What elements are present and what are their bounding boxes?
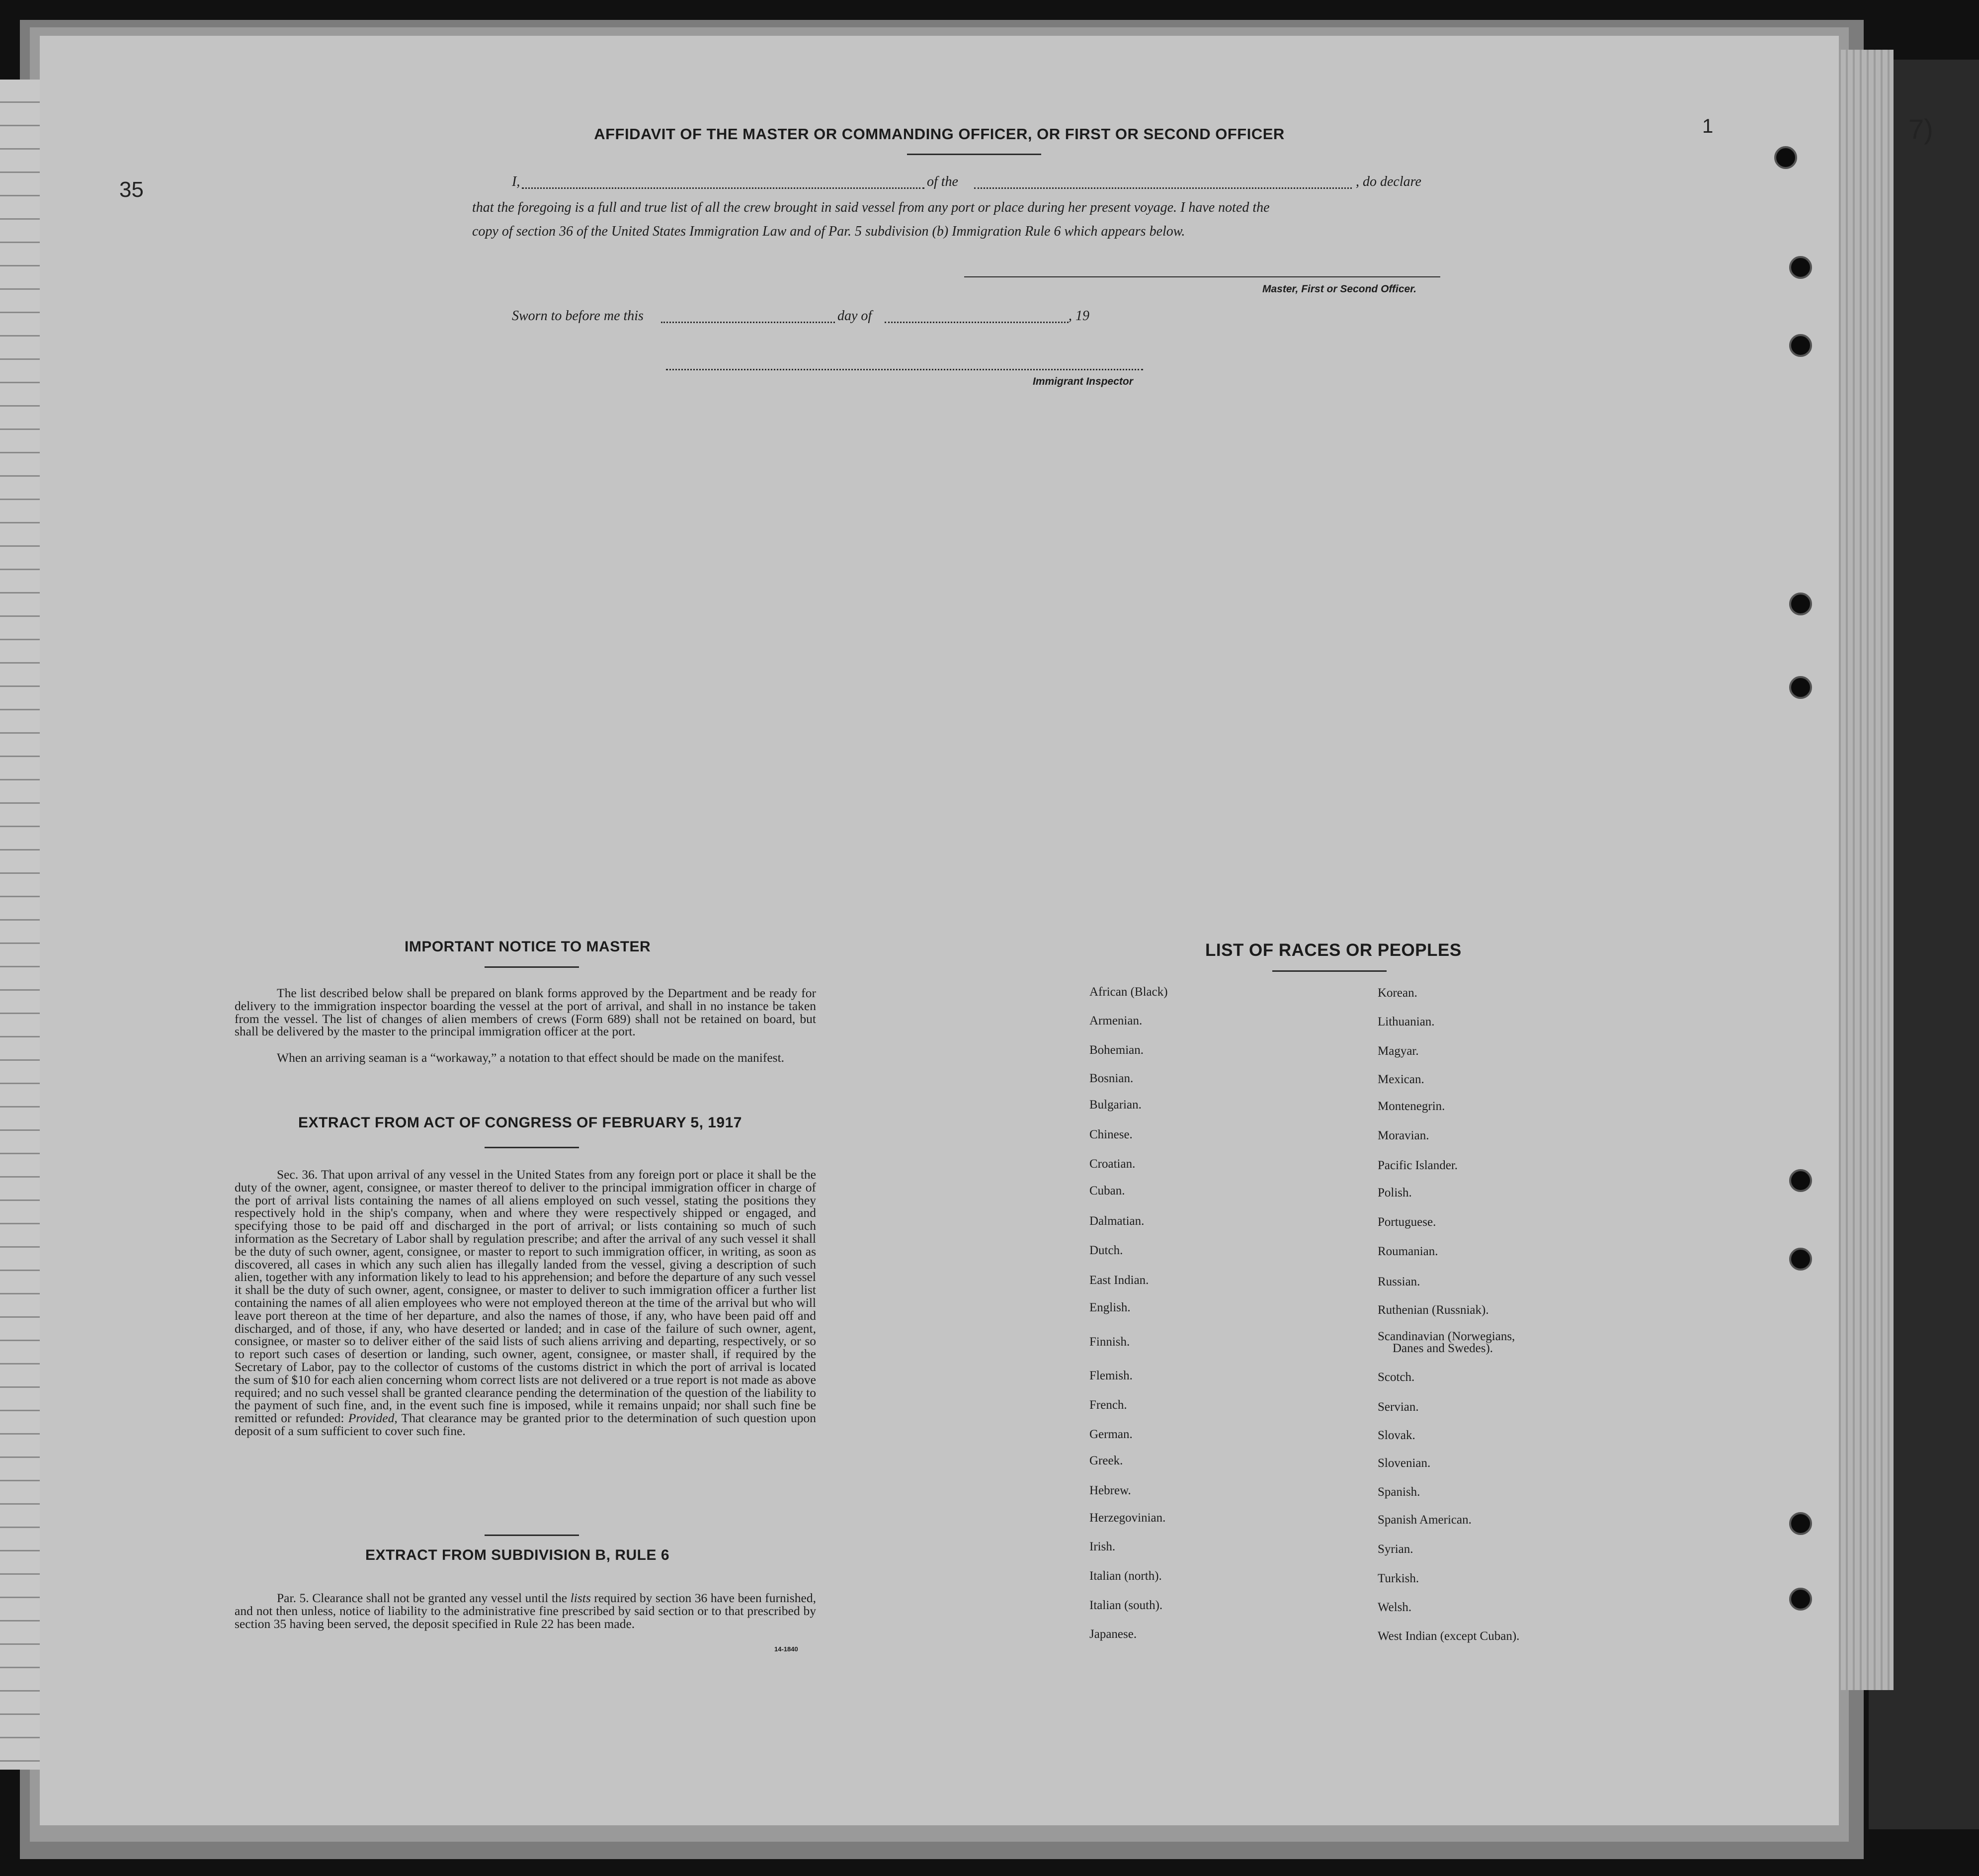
inspector-signature-line xyxy=(666,369,1143,370)
race-item: Chinese. xyxy=(1089,1128,1133,1141)
race-item: French. xyxy=(1089,1398,1127,1412)
act-extract-provided: Provided, xyxy=(348,1411,398,1426)
act-extract-body: Sec. 36. That upon arrival of any vessel in the United States from any foreign port or place it shall be the duty of the owner, agent, consignee, or master thereof to deliver to the principal immigration officer in charge of the port of arrival lists containing the names of all aliens employed on such vessel, stating the positions they respectively hold in the ship's company, when and where they were respectively shipped or engaged, and specifying those to be paid off and discharged in the port of arrival; or lists containing so much of such information as the Secretary of Labor shall by regulation prescribe; and after the arrival of any such vessel it shall be the duty of such owner, agent, consignee, or master to report to such immigration officer, in writing, as soon as discovered, all cases in which any such alien has illegally landed from the vessel, giving a description of such alien, together with any information likely to lead to his apprehension; and before the departure of any such vessel it shall be the duty of such owner, agent, consignee, or master to deliver to such immigration officer a further list containing the names of all alien employees who were not employed thereon at the time of the arrival but who will leave port thereon at the time of her departure, and also the names of those, if any, who have been paid off and discharged, and of those, if any, who have deserted or landed; and in case of the failure of such owner, agent, consignee, or master so to deliver either of the said lists of such aliens arriving and departing, respectively, or so to report such cases of desertion or landing, such owner, agent, consignee, or master shall, if required by the Secretary of Labor, pay to the collector of customs of the customs district in which the port of arrival is located the sum of $10 for each alien concerning whom correct lists are not delivered or a true report is not made as above required; and no such vessel shall be granted clearance pending the determination of the question of the liability to the payment of such fine, and, in the event such fine is imposed, while it remains unpaid; nor shall such fine be remitted or refunded: xyxy=(235,1167,816,1426)
signature-label: Master, First or Second Officer. xyxy=(1262,283,1417,295)
races-title: LIST OF RACES OR PEOPLES xyxy=(1205,940,1462,960)
race-item: Scotch. xyxy=(1378,1370,1415,1384)
punch-hole xyxy=(1789,593,1812,615)
race-item: Greek. xyxy=(1089,1454,1123,1467)
rule-extract-top-rule xyxy=(485,1535,579,1536)
punch-hole xyxy=(1789,1169,1812,1192)
race-item: Armenian. xyxy=(1089,1014,1143,1027)
race-item: Syrian. xyxy=(1378,1542,1413,1556)
punch-hole xyxy=(1789,1588,1812,1611)
signature-line xyxy=(964,276,1440,277)
race-item: Roumanian. xyxy=(1378,1245,1438,1258)
race-item: Pacific Islander. xyxy=(1378,1159,1458,1172)
affidavit-of-the: of the xyxy=(927,174,958,189)
race-item: Hebrew. xyxy=(1089,1484,1131,1497)
notice-rule xyxy=(485,966,579,968)
notice-title: IMPORTANT NOTICE TO MASTER xyxy=(405,938,651,955)
notice-paragraph-2: When an arriving seaman is a “workaway,” a notation to that effect should be made on the manifest. xyxy=(277,1050,785,1065)
rule-extract-title: EXTRACT FROM SUBDIVISION B, RULE 6 xyxy=(365,1547,670,1563)
race-item: Russian. xyxy=(1378,1275,1420,1288)
race-item: Dalmatian. xyxy=(1089,1214,1145,1228)
corner-mark: 1 xyxy=(1702,115,1714,137)
race-item: Spanish. xyxy=(1378,1485,1420,1499)
rule-extract-body: Par. 5. Clearance shall not be granted any vessel until the xyxy=(277,1591,571,1605)
race-item: Turkish. xyxy=(1378,1572,1419,1585)
race-item: African (Black) xyxy=(1089,985,1168,999)
race-item: Scandinavian (Norwegians, xyxy=(1378,1330,1515,1343)
form-number: 14-1840 xyxy=(774,1645,798,1653)
act-extract-text xyxy=(235,1168,816,1438)
rule-extract-body-end: required by section 36 have been furnished, and not then unless, notice of liability to the administrative fine prescribed by said section or to that prescribed by section 35 having been served, the deposit specified in Rule 22 has been made. xyxy=(235,1591,816,1631)
race-item: East Indian. xyxy=(1089,1274,1149,1287)
race-item: Italian (south). xyxy=(1089,1599,1163,1612)
race-item: Herzegovinian. xyxy=(1089,1511,1166,1525)
race-item: Cuban. xyxy=(1089,1184,1125,1197)
race-item: Danes and Swedes). xyxy=(1393,1342,1493,1355)
race-item: Irish. xyxy=(1089,1540,1116,1553)
race-item: German. xyxy=(1089,1428,1133,1441)
punch-hole xyxy=(1789,676,1812,699)
race-item: Finnish. xyxy=(1089,1335,1130,1349)
affidavit-i: I, xyxy=(512,174,520,189)
punch-hole xyxy=(1789,334,1812,357)
race-item: Portuguese. xyxy=(1378,1215,1436,1229)
race-item: Lithuanian. xyxy=(1378,1015,1435,1028)
race-item: Magyar. xyxy=(1378,1044,1419,1058)
affidavit-statement-1: that the foregoing is a full and true list of all the crew brought in said vessel from any port or place during her present voyage. I have noted the xyxy=(472,200,1270,215)
sworn-day-of: day of xyxy=(837,308,872,324)
affidavit-declare: , do declare xyxy=(1356,174,1421,189)
punch-hole xyxy=(1789,1248,1812,1271)
race-item: Croatian. xyxy=(1089,1157,1136,1171)
sworn-day-blank xyxy=(661,322,835,323)
race-item: Bohemian. xyxy=(1089,1043,1144,1057)
race-item: Polish. xyxy=(1378,1186,1412,1199)
act-extract-rule xyxy=(485,1147,579,1148)
race-item: West Indian (except Cuban). xyxy=(1378,1629,1520,1643)
stacked-page-edges xyxy=(1834,50,1894,1690)
affidavit-statement-2: copy of section 36 of the United States Immigration Law and of Par. 5 subdivision (b) Immigration Rule 6 which appears below. xyxy=(472,224,1185,239)
race-item: Italian (north). xyxy=(1089,1569,1162,1583)
race-item: Welsh. xyxy=(1378,1601,1412,1614)
race-item: Montenegrin. xyxy=(1378,1100,1445,1113)
notice-paragraph-1: The list described below shall be prepared on blank forms approved by the Department and be ready for delivery to the immigration inspector boarding the vessel at the port of arrival, and shall in no instance be taken from the vessel. The list of changes of alien members of crews (Form 689) shall not be retained on board, but shall be delivered by the master to the principal immigration officer at the port. xyxy=(235,986,816,1039)
race-item: Moravian. xyxy=(1378,1129,1429,1142)
sworn-month-blank xyxy=(885,322,1069,323)
punch-hole xyxy=(1774,146,1797,169)
race-item: English. xyxy=(1089,1301,1131,1314)
punch-hole xyxy=(1789,1512,1812,1535)
race-item: Dutch. xyxy=(1089,1244,1123,1257)
race-item: Flemish. xyxy=(1089,1369,1133,1382)
rule-extract-lists: lists xyxy=(570,1591,591,1605)
race-item: Bulgarian. xyxy=(1089,1098,1142,1111)
title-rule xyxy=(907,154,1041,155)
race-item: Japanese. xyxy=(1089,1627,1137,1641)
race-item: Korean. xyxy=(1378,986,1417,1000)
vessel-blank xyxy=(974,187,1352,189)
race-item: Bosnian. xyxy=(1089,1072,1134,1085)
margin-mark: 35 xyxy=(119,177,144,202)
form-page xyxy=(40,36,1933,1825)
punch-hole xyxy=(1789,256,1812,279)
inspector-label: Immigrant Inspector xyxy=(1033,376,1133,387)
races-rule xyxy=(1272,970,1387,972)
race-item: Ruthenian (Russniak). xyxy=(1378,1303,1489,1317)
page-number-mark: 7) xyxy=(1908,113,1933,145)
act-extract-title: EXTRACT FROM ACT OF CONGRESS OF FEBRUARY 5, 1917 xyxy=(298,1114,742,1131)
race-item: Spanish American. xyxy=(1378,1513,1472,1527)
act-extract-body-end: That clearance may be granted prior to the determination of such question upon deposit of a sum sufficient to cover such fine. xyxy=(235,1411,816,1438)
affidavit-title: AFFIDAVIT OF THE MASTER OR COMMANDING OFFICER, OR FIRST OR SECOND OFFICER xyxy=(594,125,1285,143)
race-item: Servian. xyxy=(1378,1400,1419,1414)
sworn-year: , 19 xyxy=(1069,308,1089,324)
race-item: Slovak. xyxy=(1378,1429,1415,1442)
sworn-prefix: Sworn to before me this xyxy=(512,308,644,324)
race-item: Slovenian. xyxy=(1378,1456,1431,1470)
name-blank xyxy=(522,187,924,189)
race-item: Mexican. xyxy=(1378,1073,1424,1086)
rule-extract-text xyxy=(235,1592,816,1630)
